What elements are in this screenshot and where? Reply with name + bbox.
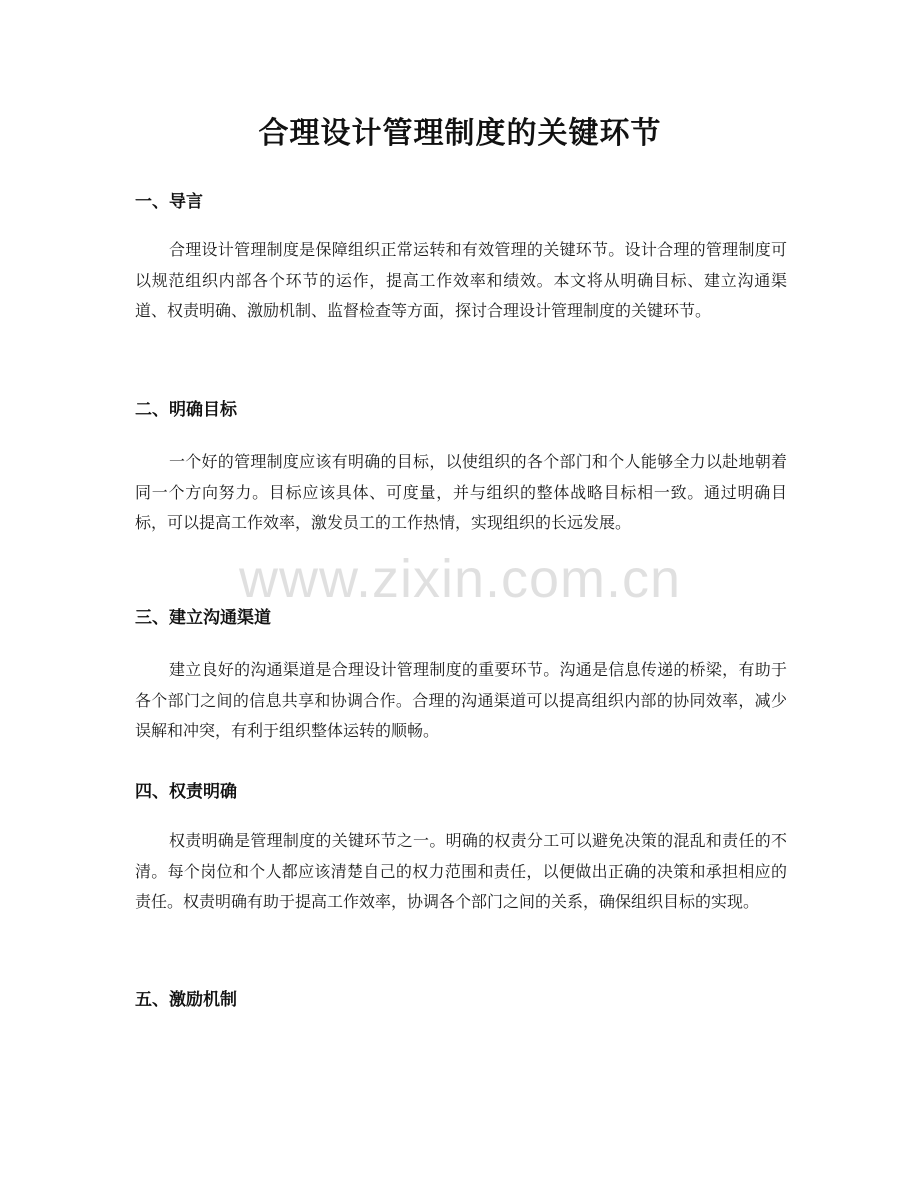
- section-heading-responsibility: 四、权责明确: [135, 782, 237, 802]
- section-paragraph-goals: 一个好的管理制度应该有明确的目标，以使组织的各个部门和个人能够全力以赴地朝着同一个方向努力。目标应该具体、可度量，并与组织的整体战略目标相一致。通过明确目标，可以提高工作效率，激发员工的工作热情，实现组织的长远发展。: [135, 452, 787, 532]
- section-paragraph-communication: 建立良好的沟通渠道是合理设计管理制度的重要环节。沟通是信息传递的桥梁，有助于各个部门之间的信息共享和协调合作。合理的沟通渠道可以提高组织内部的协同效率，减少误解和冲突，有利于组织整体运转的顺畅。: [135, 660, 787, 740]
- section-heading-incentives: 五、激励机制: [135, 990, 237, 1010]
- document-title: 合理设计管理制度的关键环节: [258, 116, 662, 151]
- section-heading-goals: 二、明确目标: [135, 400, 237, 420]
- section-heading-communication: 三、建立沟通渠道: [135, 608, 271, 628]
- section-heading-intro: 一、导言: [135, 192, 203, 212]
- section-paragraph-responsibility: 权责明确是管理制度的关键环节之一。明确的权责分工可以避免决策的混乱和责任的不清。每个岗位和个人都应该清楚自己的权力范围和责任，以便做出正确的决策和承担相应的责任。权责明确有助于提高工作效率，协调各个部门之间的关系，确保组织目标的实现。: [135, 831, 787, 911]
- watermark: www.zixin.com.cn: [238, 549, 682, 609]
- section-paragraph-intro: 合理设计管理制度是保障组织正常运转和有效管理的关键环节。设计合理的管理制度可以规范组织内部各个环节的运作，提高工作效率和绩效。本文将从明确目标、建立沟通渠道、权责明确、激励机制、监督检查等方面，探讨合理设计管理制度的关键环节。: [135, 240, 787, 320]
